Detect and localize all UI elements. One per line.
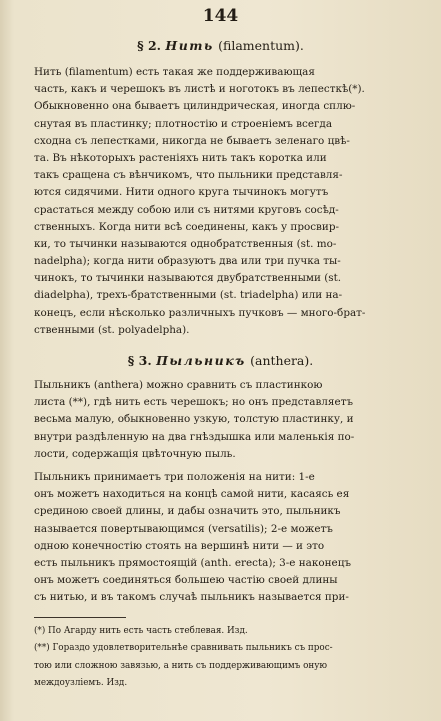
footnote-line: (**) Гораздо удовлетворительнѣе сравнивать пыльникъ съ прос- (34, 643, 333, 654)
text-line: diadelpha), трехъ-братственными (st. triadelpha) или на- (34, 289, 343, 302)
text-line: листа (**), гдѣ нить есть черешокъ; но онъ представляетъ (34, 396, 353, 409)
text-line: ются сидячими. Нити одного круга тычинокъ могутъ (34, 186, 329, 199)
text-line: внутри раздѣленную на два гнѣздышка или маленькія по- (34, 430, 355, 443)
section-3-number: § 3. (127, 353, 152, 368)
text-line: срединою своей длины, и дабы означить это, пыльникъ (34, 505, 341, 518)
section-2-title: Нить (165, 38, 214, 53)
section-2-heading (0, 38, 441, 54)
paragraph-anther-positions (34, 469, 427, 607)
text-line: одною конечностію стоять на вершинѣ нити — и это (34, 539, 325, 552)
text-line: есть пыльникъ прямостоящій (anth. erecta); 3-е наконецъ (34, 556, 351, 569)
text-line: часть, какъ и черешокъ въ листѣ и ноготокъ въ лепесткѣ(*). (34, 83, 365, 96)
text-line: онъ можетъ соединяться большею частію своей длины (34, 574, 338, 587)
footnote-line: тою или сложною завязью, а нить съ поддерживающимъ оную (34, 660, 328, 671)
text-line: срастаться между собою или съ нитями круговъ сосѣд- (34, 203, 339, 216)
section-3-latin: (anthera). (250, 353, 314, 368)
footnotes (34, 623, 429, 692)
text-line: Пыльникъ (anthera) можно сравнить съ пластинкою (34, 379, 323, 391)
text-line: называется повертывающимся (versatilis); 2-е можетъ (34, 522, 333, 535)
section-2-number: § 2. (137, 38, 162, 53)
text-line: сходна съ лепестками, никогда не бываетъ зеленаго цвѣ- (34, 134, 350, 147)
text-line: Нить (filamentum) есть такая же поддерживающая (34, 66, 315, 78)
text-line: ки, то тычинки называются однобратственныя (st. mo- (34, 237, 337, 250)
section-2-latin: (filamentum). (218, 38, 304, 53)
text-line: лости, содержащія цвѣточную пыль. (34, 447, 236, 460)
section-3-title: Пыльникъ (156, 353, 246, 368)
paragraph-anther (34, 377, 427, 463)
text-line: Обыкновенно она бываетъ цилиндрическая, иногда сплю- (34, 100, 356, 113)
text-line: такъ сращена съ вѣнчикомъ, что пыльники представля- (34, 169, 343, 182)
text-line: Пыльникъ принимаетъ три положенія на нити: 1-е (34, 471, 315, 483)
text-line: весьма малую, обыкновенно узкую, толстую пластинку, и (34, 413, 354, 426)
page-number: 144 (202, 6, 239, 26)
footnote-divider (34, 617, 126, 618)
text-line: та. Въ нѣкоторыхъ растеніяхъ нить такъ коротка или (34, 151, 327, 164)
text-line: съ нитью, и въ такомъ случаѣ пыльникъ называется при- (34, 591, 349, 604)
text-line: онъ можетъ находиться на концѣ самой нити, касаясь ея (34, 488, 350, 501)
paragraph-filament (34, 64, 427, 339)
text-line: ственныхъ. Когда нити всѣ соединены, какъ у просвир- (34, 220, 339, 233)
text-line: конецъ, если нѣсколько различныхъ пучковъ — много-брат- (34, 306, 366, 319)
text-line: снутая въ пластинку; плотностію и строеніемъ всегда (34, 117, 333, 130)
section-3-heading (0, 353, 441, 369)
footnote-line: (*) По Агарду нить есть часть стеблевая. Изд. (34, 626, 248, 636)
text-line: nadelpha); когда нити образуютъ два или три пучка ты- (34, 255, 341, 268)
text-line: ственными (st. polyadelpha). (34, 323, 190, 336)
footnote-line: междоузліемъ. Изд. (34, 677, 128, 688)
text-line: чинокъ, то тычинки называются двубратственными (st. (34, 272, 342, 285)
